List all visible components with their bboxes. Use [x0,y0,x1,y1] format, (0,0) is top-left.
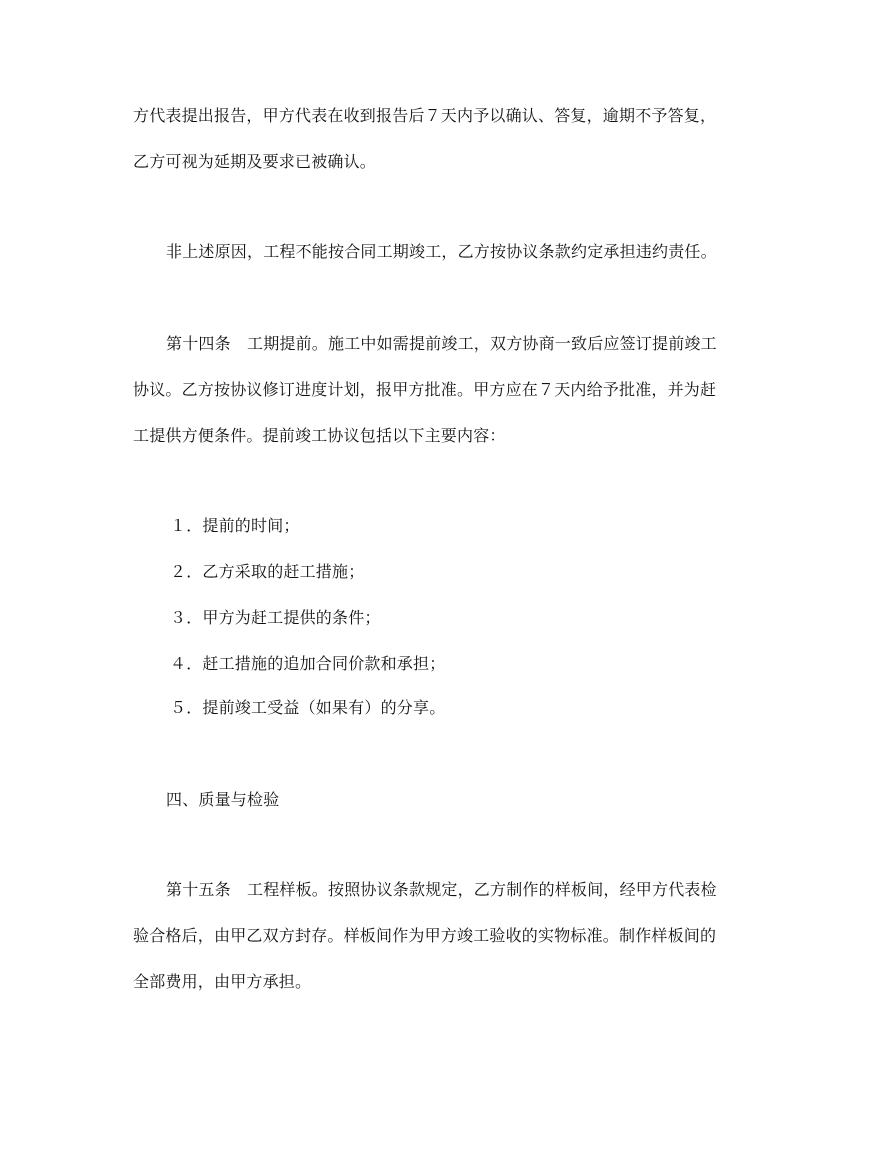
paragraph-continued-line-1: 方代表提出报告，甲方代表在收到报告后７天内予以确认、答复，逾期不予答复， [133,106,717,125]
article-14-line-3: 工提供方便条件。提前竣工协议包括以下主要内容： [133,426,506,445]
article-14-line-1: 第十四条 工期提前。施工中如需提前竣工，双方协商一致后应签订提前竣工 [166,334,717,353]
list-item: ２．乙方采取的赶工措施； [170,562,365,581]
list-item: ５．提前竣工受益（如果有）的分享。 [170,698,446,717]
article-15-line-1: 第十五条 工程样板。按照协议条款规定，乙方制作的样板间，经甲方代表检 [166,880,717,899]
list-item: ４．赶工措施的追加合同价款和承担； [170,654,446,673]
article-15-line-2: 验合格后，由甲乙双方封存。样板间作为甲方竣工验收的实物标准。制作样板间的 [133,926,717,945]
list-item: １．提前的时间； [170,516,300,535]
article-14-line-2: 协议。乙方按协议修订进度计划，报甲方批准。甲方应在７天内给予批准，并为赶 [133,380,717,399]
list-item: ３．甲方为赶工提供的条件； [170,608,381,627]
article-15-line-3: 全部费用，由甲方承担。 [133,972,312,991]
paragraph-liability: 非上述原因，工程不能按合同工期竣工，乙方按协议条款约定承担违约责任。 [166,242,717,261]
section-4-heading: 四、质量与检验 [166,790,280,809]
paragraph-continued-line-2: 乙方可视为延期及要求已被确认。 [133,152,377,171]
